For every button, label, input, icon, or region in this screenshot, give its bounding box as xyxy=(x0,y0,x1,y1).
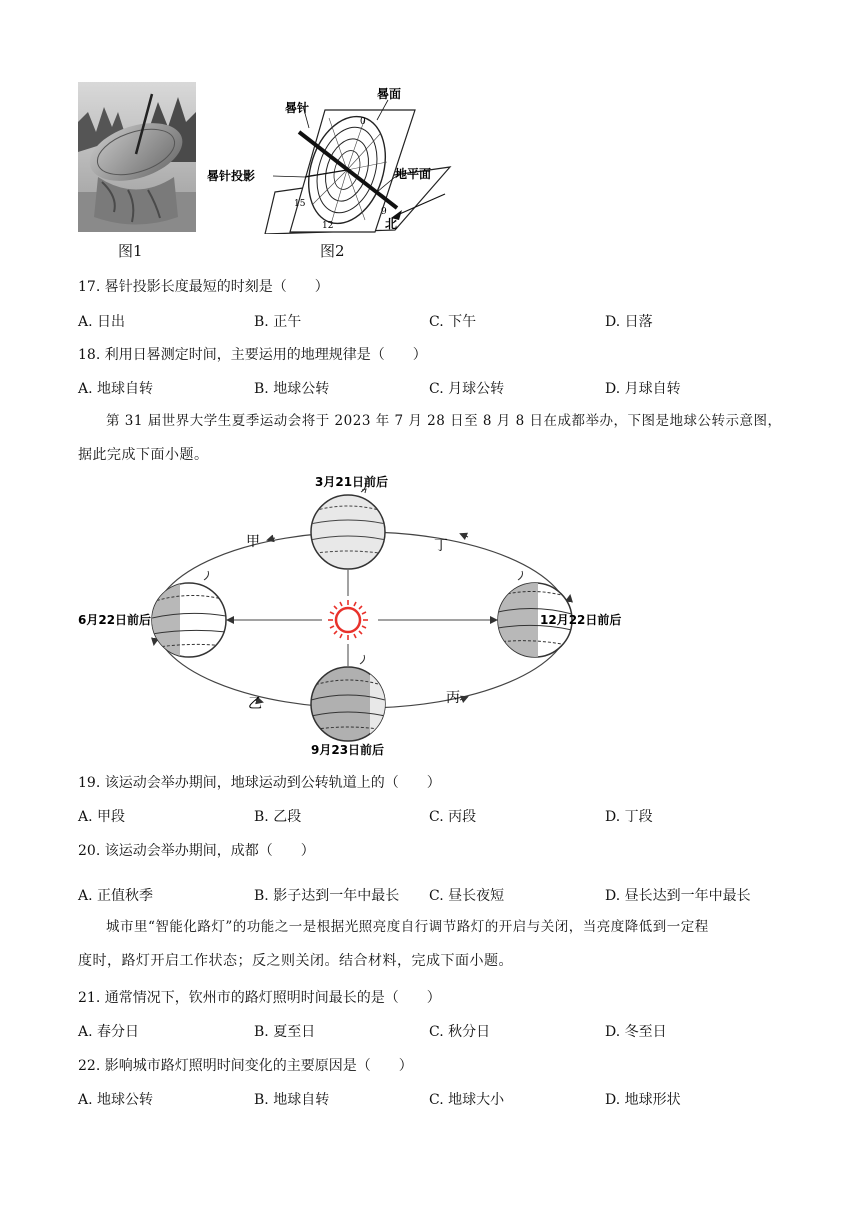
figure2-caption: 图2 xyxy=(320,242,345,260)
q22-option-d[interactable]: D. 地球形状 xyxy=(605,1092,681,1108)
orbit-arrow-ding xyxy=(461,534,468,537)
label-gnomon: 晷针 xyxy=(285,101,310,115)
question-22-stem: 22. 影响城市路灯照明时间变化的主要原因是（ ） xyxy=(78,1058,413,1074)
hour-mark-9: 9 xyxy=(381,207,387,217)
q17-option-b[interactable]: B. 正午 xyxy=(254,314,302,330)
q17-option-d[interactable]: D. 日落 xyxy=(605,314,653,330)
label-horizon: 地平面 xyxy=(395,167,432,181)
q21-option-d[interactable]: D. 冬至日 xyxy=(605,1024,667,1040)
sun-icon xyxy=(328,600,368,640)
sundial-photo-image xyxy=(78,82,196,232)
label-march: 3月21日前后 xyxy=(315,475,389,489)
label-dial-face: 晷面 xyxy=(377,87,402,101)
q22-option-b[interactable]: B. 地球自转 xyxy=(254,1092,330,1108)
label-yi: 乙 xyxy=(248,696,262,712)
passage-streetlight-line1: 城市里“智能化路灯”的功能之一是根据光照亮度自行调节路灯的开启与关闭，当亮度降低到一定程 xyxy=(106,919,709,935)
label-north: 北 xyxy=(385,217,398,231)
question-20-stem: 20. 该运动会举办期间，成都（ ） xyxy=(78,843,315,859)
question-19-stem: 19. 该运动会举办期间，地球运动到公转轨道上的（ ） xyxy=(78,775,441,791)
hour-mark-0: 0 xyxy=(360,117,366,127)
passage-universiade-line1: 第 31 届世界大学生夏季运动会将于 2023 年 7 月 28 日至 8 月 8 日在成都举办，下图是地球公转示意图， xyxy=(106,413,782,429)
label-september: 9月23日前后 xyxy=(311,743,385,757)
earth-orbit-diagram xyxy=(70,472,630,762)
label-bing: 丙 xyxy=(446,690,460,706)
q20-option-c[interactable]: C. 昼长夜短 xyxy=(429,888,505,904)
q17-option-a[interactable]: A. 日出 xyxy=(78,314,126,330)
earth-june-icon xyxy=(152,571,226,657)
q22-option-a[interactable]: A. 地球公转 xyxy=(78,1092,154,1108)
question-17-stem: 17. 晷针投影长度最短的时刻是（ ） xyxy=(78,279,329,295)
q19-option-a[interactable]: A. 甲段 xyxy=(78,809,126,825)
question-18-stem: 18. 利用日晷测定时间，主要运用的地理规律是（ ） xyxy=(78,347,427,363)
figure2-diagram xyxy=(205,82,475,234)
figure1-photo xyxy=(78,82,196,232)
q21-option-b[interactable]: B. 夏至日 xyxy=(254,1024,316,1040)
label-june: 6月22日前后 xyxy=(78,613,152,627)
hour-mark-12: 12 xyxy=(322,221,334,231)
figure1-caption: 图1 xyxy=(118,242,143,260)
q18-option-d[interactable]: D. 月球自转 xyxy=(605,381,681,397)
q21-option-c[interactable]: C. 秋分日 xyxy=(429,1024,491,1040)
q20-option-d[interactable]: D. 昼长达到一年中最长 xyxy=(605,888,751,904)
question-21-stem: 21. 通常情况下，钦州市的路灯照明时间最长的是（ ） xyxy=(78,990,441,1006)
q17-option-c[interactable]: C. 下午 xyxy=(429,314,477,330)
label-ding: 丁 xyxy=(434,538,448,554)
q22-option-c[interactable]: C. 地球大小 xyxy=(429,1092,505,1108)
earth-march-icon xyxy=(310,483,386,569)
north-arrow xyxy=(395,194,445,216)
hour-mark-15: 15 xyxy=(294,199,306,209)
q19-option-b[interactable]: B. 乙段 xyxy=(254,809,302,825)
passage-streetlight-line2: 度时，路灯开启工作状态；反之则关闭。结合材料，完成下面小题。 xyxy=(78,953,513,969)
label-jia: 甲 xyxy=(246,534,260,550)
earth-september-icon xyxy=(311,655,390,741)
q18-option-b[interactable]: B. 地球公转 xyxy=(254,381,330,397)
orbit-svg xyxy=(70,472,630,762)
sundial-diagram xyxy=(205,82,475,234)
label-december: 12月22日前后 xyxy=(540,613,622,627)
passage-universiade-line2: 据此完成下面小题。 xyxy=(78,447,209,463)
q18-option-c[interactable]: C. 月球公转 xyxy=(429,381,505,397)
q20-option-a[interactable]: A. 正值秋季 xyxy=(78,888,154,904)
q19-option-c[interactable]: C. 丙段 xyxy=(429,809,477,825)
q18-option-a[interactable]: A. 地球自转 xyxy=(78,381,154,397)
q19-option-d[interactable]: D. 丁段 xyxy=(605,809,653,825)
label-shadow: 晷针投影 xyxy=(207,169,256,183)
q20-option-b[interactable]: B. 影子达到一年中最长 xyxy=(254,888,400,904)
q21-option-a[interactable]: A. 春分日 xyxy=(78,1024,140,1040)
